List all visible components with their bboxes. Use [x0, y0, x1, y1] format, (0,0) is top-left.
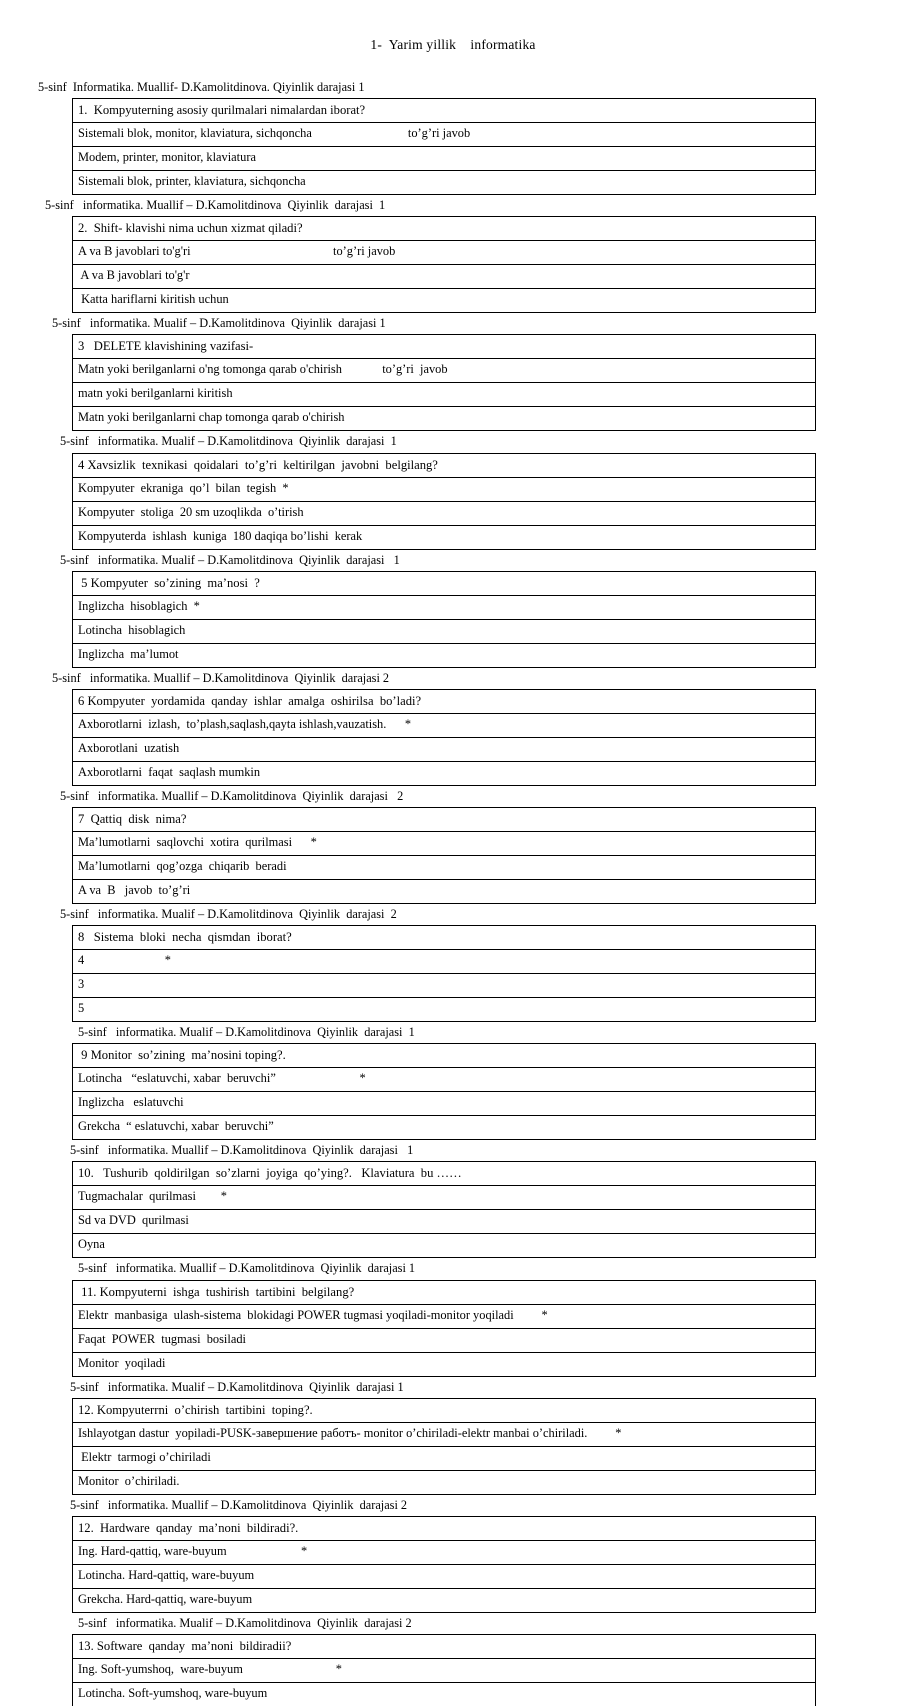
answer-option-row[interactable]: [73, 1068, 816, 1092]
question-row: [73, 807, 816, 831]
answer-option-text: Grekcha “ eslatuvchi, xabar beruvchi”: [73, 1116, 816, 1140]
answer-option-row[interactable]: [73, 950, 816, 974]
question-meta-caption: 5-sinf Informatika. Muallif- D.Kamolitdinova. Qiyinlik darajasi 1: [38, 80, 365, 94]
question-meta-caption: 5-sinf informatika. Muallif – D.Kamolitdinova Qiyinlik darajasi 1: [45, 198, 386, 213]
answer-option-text: Inglizcha ma’lumot: [73, 643, 816, 667]
answer-option-row[interactable]: [73, 761, 816, 785]
question-row: [73, 99, 816, 123]
question-text: 12. Kompyuterrni o’chirish tartibini toping?.: [73, 1398, 816, 1422]
question-table: [72, 571, 816, 668]
answer-option-row[interactable]: [73, 831, 816, 855]
answer-option-text: Matn yoki berilganlarni o'ng tomonga qarab o'chirish to’g’ri javob: [73, 359, 816, 383]
answer-option-text: Elektr manbasiga ulash-sistema blokidagi POWER tugmasi yoqiladi-monitor yoqiladi *: [73, 1304, 816, 1328]
question-meta-caption: 5-sinf informatika. Muallif – D.Kamolitdinova Qiyinlik darajasi 1: [70, 1143, 414, 1158]
question-row: [73, 1280, 816, 1304]
answer-option-row[interactable]: [73, 1470, 816, 1494]
question-row: [73, 571, 816, 595]
question-table: [72, 453, 816, 550]
question-block: [0, 1613, 906, 1706]
question-meta-caption: 5-sinf informatika. Muallif – D.Kamolitdinova Qiyinlik darajasi 2: [70, 1497, 408, 1512]
question-meta-caption: 5-sinf informatika. Mualif – D.Kamolitdinova Qiyinlik darajasi 1: [60, 434, 397, 449]
answer-option-row[interactable]: [73, 713, 816, 737]
answer-option-row[interactable]: [73, 1422, 816, 1446]
question-table: [72, 1634, 816, 1706]
answer-option-text: Lotincha. Hard-qattiq, ware-buyum: [73, 1564, 816, 1588]
answer-option-text: Lotincha. Soft-yumshoq, ware-buyum: [73, 1682, 816, 1706]
question-block: [0, 1495, 906, 1613]
question-text: 10. Tushurib qoldirilgan so’zlarni joyiga qo’ying?. Klaviatura bu ……: [73, 1162, 816, 1186]
answer-option-text: 5: [73, 998, 816, 1022]
answer-option-text: Monitor o’chiriladi.: [73, 1470, 816, 1494]
question-text: 3 DELETE klavishining vazifasi-: [73, 335, 816, 359]
answer-option-row[interactable]: [73, 1210, 816, 1234]
answer-option-text: Ma’lumotlarni saqlovchi xotira qurilmasi *: [73, 831, 816, 855]
question-blocks: [0, 77, 906, 1706]
answer-option-text: Kompyuter stoliga 20 sm uzoqlikda o’tirish: [73, 501, 816, 525]
answer-option-text: Sistemali blok, monitor, klaviatura, sichqoncha to’g’ri javob: [73, 123, 816, 147]
answer-option-row[interactable]: [73, 289, 816, 313]
answer-option-text: matn yoki berilganlarni kiritish: [73, 383, 816, 407]
answer-option-text: Lotincha hisoblagich: [73, 619, 816, 643]
question-block: [0, 904, 906, 1022]
answer-option-row[interactable]: [73, 1446, 816, 1470]
answer-option-text: Faqat POWER tugmasi bosiladi: [73, 1328, 816, 1352]
answer-option-row[interactable]: [73, 265, 816, 289]
answer-option-text: Ing. Hard-qattiq, ware-buyum *: [73, 1540, 816, 1564]
question-table: [72, 334, 816, 431]
answer-option-row[interactable]: [73, 359, 816, 383]
question-meta-caption: 5-sinf informatika. Mualif – D.Kamolitdinova Qiyinlik darajasi 2: [78, 1615, 412, 1630]
answer-option-text: Kompyuterda ishlash kuniga 180 daqiqa bo’lishi kerak: [73, 525, 816, 549]
answer-option-row[interactable]: [73, 619, 816, 643]
answer-option-row[interactable]: [73, 1186, 816, 1210]
answer-option-row[interactable]: [73, 501, 816, 525]
answer-option-row[interactable]: [73, 1540, 816, 1564]
question-row: [73, 689, 816, 713]
question-text: 13. Software qanday ma’noni bildiradii?: [73, 1634, 816, 1658]
question-block: [0, 1140, 906, 1258]
question-table: [72, 1398, 816, 1495]
page-title: 1- Yarim yillik informatika: [370, 37, 536, 52]
question-meta-caption: 5-sinf informatika. Mualif – D.Kamolitdinova Qiyinlik darajasi 1: [60, 552, 400, 567]
answer-option-row[interactable]: [73, 595, 816, 619]
answer-option-text: Lotincha “eslatuvchi, xabar beruvchi” *: [73, 1068, 816, 1092]
answer-option-row[interactable]: [73, 383, 816, 407]
answer-option-text: Inglizcha eslatuvchi: [73, 1092, 816, 1116]
question-table: [72, 925, 816, 1022]
answer-option-row[interactable]: [73, 1328, 816, 1352]
question-meta-caption: 5-sinf informatika. Mualif – D.Kamolitdinova Qiyinlik darajasi 1: [70, 1379, 404, 1394]
question-text: 2. Shift- klavishi nima uchun xizmat qiladi?: [73, 217, 816, 241]
question-row: [73, 1634, 816, 1658]
question-table: [72, 1280, 816, 1377]
question-row: [73, 1516, 816, 1540]
answer-option-row[interactable]: [73, 998, 816, 1022]
answer-option-text: Tugmachalar qurilmasi *: [73, 1186, 816, 1210]
answer-option-text: 4 *: [73, 950, 816, 974]
question-row: [73, 926, 816, 950]
answer-option-text: Sd va DVD qurilmasi: [73, 1210, 816, 1234]
answer-option-text: Matn yoki berilganlarni chap tomonga qarab o'chirish: [73, 407, 816, 431]
question-text: 4 Xavsizlik texnikasi qoidalari to’g’ri keltirilgan javobni belgilang?: [73, 453, 816, 477]
answer-option-row[interactable]: [73, 1564, 816, 1588]
question-meta-caption: 5-sinf informatika. Mualif – D.Kamolitdinova Qiyinlik darajasi 1: [52, 316, 386, 331]
answer-option-row[interactable]: [73, 1682, 816, 1706]
question-row: [73, 1162, 816, 1186]
question-table: [72, 1043, 816, 1140]
answer-option-row[interactable]: [73, 1304, 816, 1328]
question-meta-caption: 5-sinf informatika. Muallif – D.Kamolitdinova Qiyinlik darajasi 2: [60, 788, 404, 803]
question-block: [0, 77, 906, 195]
answer-option-row[interactable]: [73, 171, 816, 195]
answer-option-row[interactable]: [73, 147, 816, 171]
answer-option-text: Katta hariflarni kiritish uchun: [73, 289, 816, 313]
answer-option-row[interactable]: [73, 974, 816, 998]
answer-option-text: 3: [73, 974, 816, 998]
question-text: 8 Sistema bloki necha qismdan iborat?: [73, 926, 816, 950]
answer-option-row[interactable]: [73, 1352, 816, 1376]
answer-option-text: Grekcha. Hard-qattiq, ware-buyum: [73, 1588, 816, 1612]
question-block: [0, 1258, 906, 1376]
question-row: [73, 453, 816, 477]
question-text: 12. Hardware qanday ma’noni bildiradi?.: [73, 1516, 816, 1540]
answer-option-text: A va B javoblari to'g'r: [73, 265, 816, 289]
answer-option-row[interactable]: [73, 123, 816, 147]
answer-option-row[interactable]: [73, 407, 816, 431]
answer-option-row[interactable]: [73, 241, 816, 265]
answer-option-row[interactable]: [73, 855, 816, 879]
question-text: 11. Kompyuterni ishga tushirish tartibini belgilang?: [73, 1280, 816, 1304]
answer-option-text: A va B javoblari to'g'ri to’g’ri javob: [73, 241, 816, 265]
answer-option-text: Ma’lumotlarni qog’ozga chiqarib beradi: [73, 855, 816, 879]
question-meta-caption: 5-sinf informatika. Muallif – D.Kamolitdinova Qiyinlik darajasi 1: [78, 1261, 416, 1276]
question-row: [73, 335, 816, 359]
answer-option-text: Ishlayotgan dastur yopiladi-PUSK-завершение работъ- monitor o’chiriladi-elektr manbai o’chiriladi. *: [73, 1422, 816, 1446]
answer-option-row[interactable]: [73, 879, 816, 903]
question-block: [0, 786, 906, 904]
answer-option-text: Monitor yoqiladi: [73, 1352, 816, 1376]
question-table: [72, 807, 816, 904]
question-table: [72, 1516, 816, 1613]
question-table: [72, 98, 816, 195]
question-table: [72, 1161, 816, 1258]
question-meta-caption: 5-sinf informatika. Muallif – D.Kamolitdinova Qiyinlik darajasi 2: [52, 670, 390, 685]
question-text: 6 Kompyuter yordamida qanday ishlar amalga oshirilsa bo’ladi?: [73, 689, 816, 713]
answer-option-row[interactable]: [73, 1658, 816, 1682]
question-row: [73, 1398, 816, 1422]
answer-option-row[interactable]: [73, 1092, 816, 1116]
question-block: [0, 431, 906, 549]
answer-option-text: Sistemali blok, printer, klaviatura, sichqoncha: [73, 171, 816, 195]
answer-option-text: Modem, printer, monitor, klaviatura: [73, 147, 816, 171]
question-block: [0, 668, 906, 786]
question-row: [73, 217, 816, 241]
question-block: [0, 195, 906, 313]
question-table: [72, 216, 816, 313]
answer-option-text: A va B javob to’g’ri: [73, 879, 816, 903]
question-block: [0, 313, 906, 431]
question-text: 7 Qattiq disk nima?: [73, 807, 816, 831]
answer-option-row[interactable]: [73, 477, 816, 501]
answer-option-row[interactable]: [73, 643, 816, 667]
question-block: [0, 550, 906, 668]
question-text: 1. Kompyuterning asosiy qurilmalari nimalardan iborat?: [73, 99, 816, 123]
answer-option-text: Axborotlarni izlash, to’plash,saqlash,qayta ishlash,vauzatish. *: [73, 713, 816, 737]
answer-option-row[interactable]: [73, 737, 816, 761]
question-table: [72, 689, 816, 786]
answer-option-row[interactable]: [73, 1588, 816, 1612]
answer-option-text: Axborotlani uzatish: [73, 737, 816, 761]
question-text: 9 Monitor so’zining ma’nosini toping?.: [73, 1044, 816, 1068]
question-block: [0, 1022, 906, 1140]
answer-option-row[interactable]: [73, 1234, 816, 1258]
answer-option-text: Oyna: [73, 1234, 816, 1258]
answer-option-row[interactable]: [73, 1116, 816, 1140]
answer-option-row[interactable]: [73, 525, 816, 549]
answer-option-text: Axborotlarni faqat saqlash mumkin: [73, 761, 816, 785]
answer-option-text: Inglizcha hisoblagich *: [73, 595, 816, 619]
answer-option-text: Kompyuter ekraniga qo’l bilan tegish *: [73, 477, 816, 501]
question-meta-caption: 5-sinf informatika. Mualif – D.Kamolitdinova Qiyinlik darajasi 1: [78, 1025, 415, 1040]
answer-option-text: Ing. Soft-yumshoq, ware-buyum *: [73, 1658, 816, 1682]
question-text: 5 Kompyuter so’zining ma’nosi ?: [73, 571, 816, 595]
question-meta-caption: 5-sinf informatika. Mualif – D.Kamolitdinova Qiyinlik darajasi 2: [60, 906, 397, 921]
question-block: [0, 1377, 906, 1495]
answer-option-text: Elektr tarmogi o’chiriladi: [73, 1446, 816, 1470]
question-row: [73, 1044, 816, 1068]
